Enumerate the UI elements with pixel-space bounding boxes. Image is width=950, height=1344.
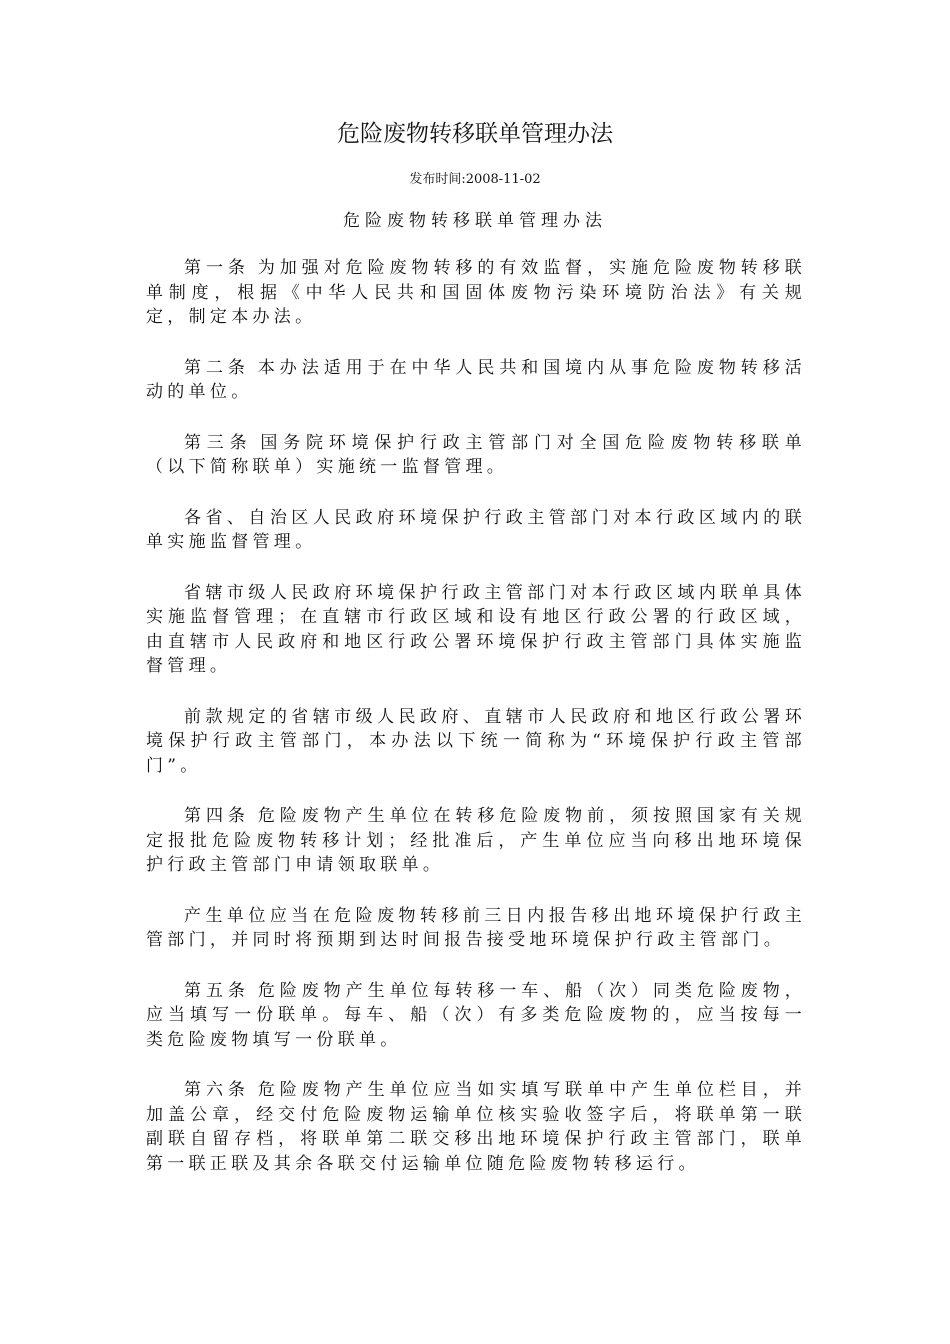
paragraph-article-5 [146, 979, 806, 1053]
paragraph-text: 国务院环境保护行政主管部门对全国危险废物转移联单（以下简称联单）实施统一监督管理。 [146, 432, 806, 477]
document-subtitle: 危险废物转移联单管理办法 [343, 211, 607, 231]
document-title: 危险废物转移联单管理办法 [337, 121, 613, 147]
paragraph-article-4-clause-2 [146, 904, 806, 953]
paragraph-article-1 [146, 256, 806, 330]
article-number: 第一条 [184, 258, 250, 278]
paragraph-text: 省辖市级人民政府环境保护行政主管部门对本行政区域内联单具体实施监督管理；在直辖市行政区域和设有地区行政公署的行政区域，由直辖市人民政府和地区行政公署环境保护行政主管部门具体实施监督管理。 [146, 582, 806, 676]
paragraph-text: 为加强对危险废物转移的有效监督，实施危险废物转移联单制度，根据《中华人民共和国固体废物污染环境防治法》有关规定，制定本办法。 [146, 258, 806, 327]
paragraph-article-6 [146, 1078, 806, 1176]
document-body [146, 256, 806, 1202]
paragraph-text: 前款规定的省辖市级人民政府、直辖市人民政府和地区行政公署环境保护行政主管部门，本办法以下统一简称为“环境保护行政主管部门”。 [146, 706, 806, 776]
paragraph-article-3 [146, 431, 806, 480]
article-number: 第四条 [184, 806, 250, 826]
paragraph-article-4 [146, 804, 806, 878]
paragraph-text: 危险废物产生单位在转移危险废物前，须按照国家有关规定报批危险废物转移计划；经批准后，产生单位应当向移出地环境保护行政主管部门申请领取联单。 [146, 806, 806, 875]
paragraph-text: 危险废物产生单位应当如实填写联单中产生单位栏目，并加盖公章，经交付危险废物运输单位核实验收签字后，将联单第一联副联自留存档，将联单第二联交移出地环境保护行政主管部门，联单第一联正联及其余各联交付运输单位随危险废物转移运行。 [146, 1080, 806, 1174]
paragraph-text: 各省、自治区人民政府环境保护行政主管部门对本行政区域内的联单实施监督管理。 [146, 507, 806, 552]
paragraph-article-2 [146, 356, 806, 405]
paragraph-article-3-clause-4 [146, 705, 806, 779]
paragraph-text: 危险废物产生单位每转移一车、船（次）同类危险废物，应当填写一份联单。每车、船（次）有多类危险废物的，应当按每一类危险废物填写一份联单。 [146, 980, 806, 1050]
paragraph-article-3-clause-3 [146, 581, 806, 679]
paragraph-text: 产生单位应当在危险废物转移前三日内报告移出地环境保护行政主管部门，并同时将预期到达时间报告接受地环境保护行政主管部门。 [146, 905, 806, 950]
article-number: 第五条 [184, 980, 250, 1001]
paragraph-article-3-clause-2 [146, 506, 806, 555]
article-number: 第三条 [184, 432, 253, 453]
article-number: 第六条 [184, 1080, 250, 1100]
article-number: 第二条 [184, 357, 250, 378]
paragraph-text: 本办法适用于在中华人民共和国境内从事危险废物转移活动的单位。 [146, 357, 806, 402]
publish-date: 发布时间:2008-11-02 [409, 172, 541, 187]
